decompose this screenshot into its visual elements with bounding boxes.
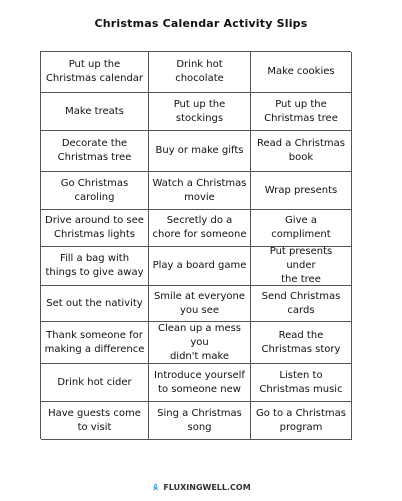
- activity-slip: Drink hot cider: [41, 364, 149, 402]
- activity-slip: Clean up a mess you didn't make: [149, 322, 251, 364]
- activity-slip: Drive around to see Christmas lights: [41, 210, 149, 247]
- activity-slip: Listen to Christmas music: [251, 364, 352, 402]
- activity-slip-grid: [40, 51, 351, 439]
- activity-slip: Put up the stockings: [149, 93, 251, 131]
- activity-slip: Drink hot chocolate: [149, 52, 251, 93]
- activity-slip: Have guests come to visit: [41, 402, 149, 440]
- page-title: Christmas Calendar Activity Slips: [94, 17, 308, 30]
- activity-slip: Smile at everyone you see: [149, 286, 251, 322]
- activity-slip: Read a Christmas book: [251, 131, 352, 172]
- site-name[interactable]: FLUXINGWELL.COM: [163, 483, 251, 492]
- activity-slip: Fill a bag with things to give away: [41, 247, 149, 286]
- activity-slip: Decorate the Christmas tree: [41, 131, 149, 172]
- activity-slip: Play a board game: [149, 247, 251, 286]
- activity-slip: Make treats: [41, 93, 149, 131]
- activity-slip: Go to a Christmas program: [251, 402, 352, 440]
- activity-slip: Put up the Christmas calendar: [41, 52, 149, 93]
- site-footer: [0, 483, 402, 492]
- activity-slip: Thank someone for making a difference: [41, 322, 149, 364]
- activity-slip: Make cookies: [251, 52, 352, 93]
- activity-slip: Send Christmas cards: [251, 286, 352, 322]
- activity-slip: Watch a Christmas movie: [149, 172, 251, 210]
- activity-slip: Set out the nativity: [41, 286, 149, 322]
- activity-slip: Secretly do a chore for someone: [149, 210, 251, 247]
- activity-slip: Put presents under the tree: [251, 247, 352, 286]
- activity-slip: Give a compliment: [251, 210, 352, 247]
- activity-slip: Go Christmas caroling: [41, 172, 149, 210]
- rocket-icon: [151, 483, 160, 492]
- activity-slip: Buy or make gifts: [149, 131, 251, 172]
- activity-slip: Wrap presents: [251, 172, 352, 210]
- activity-slip: Read the Christmas story: [251, 322, 352, 364]
- activity-slip: Put up the Christmas tree: [251, 93, 352, 131]
- activity-slip: Introduce yourself to someone new: [149, 364, 251, 402]
- activity-slip: Sing a Christmas song: [149, 402, 251, 440]
